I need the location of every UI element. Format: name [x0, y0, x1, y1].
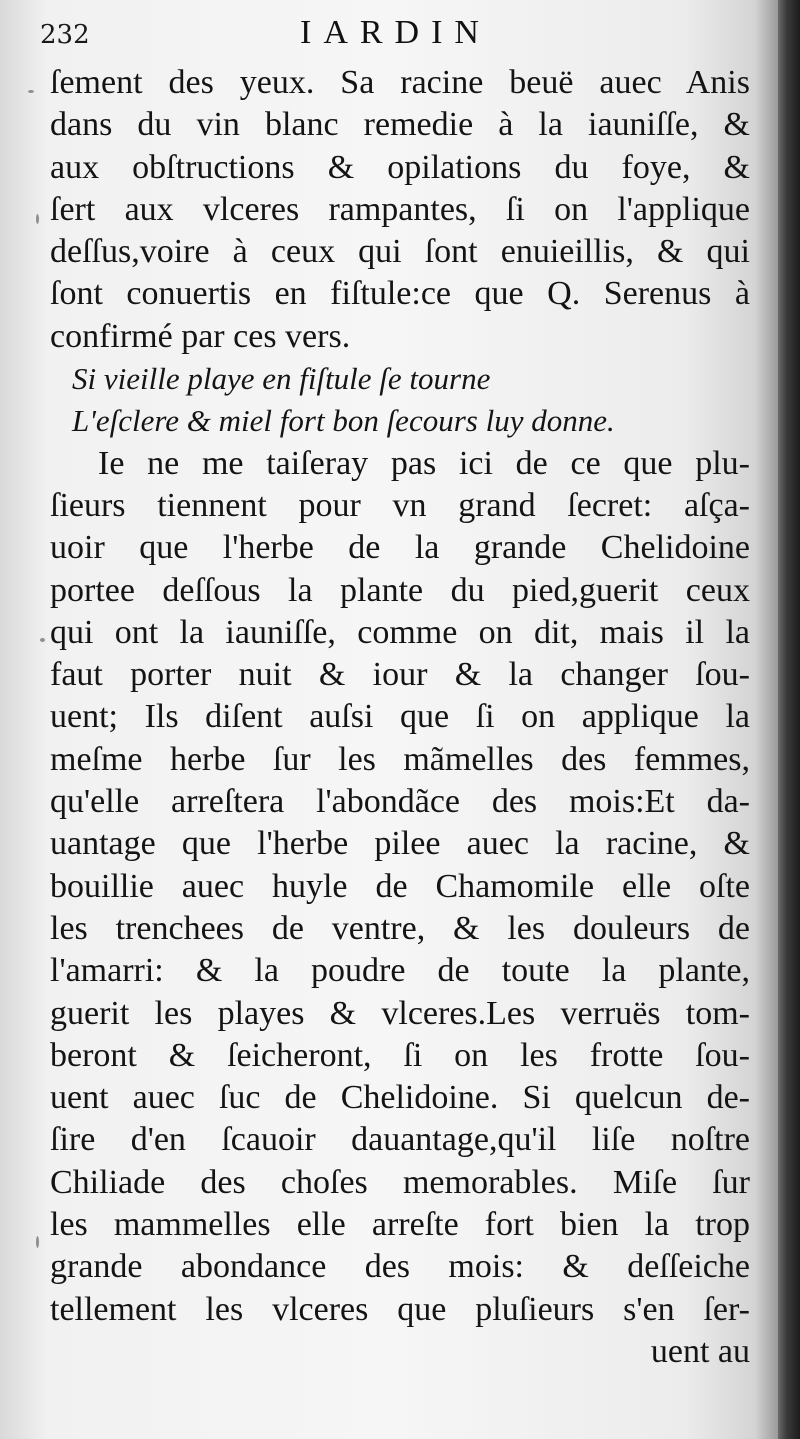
text-line: qui ont la iauniſſe, comme on dit, mais il la	[50, 613, 750, 651]
text-line: confirmé par ces vers.	[50, 317, 351, 355]
text-line: tellement les vlceres que pluſieurs s'en ſer-	[50, 1290, 750, 1328]
text-line: deſſus,voire à ceux qui ſont enuieillis, & qui	[50, 233, 750, 271]
text-line: faut porter nuit & iour & la changer ſou-	[50, 656, 750, 694]
ink-speck	[36, 214, 39, 224]
text-line: uent auec ſuc de Chelidoine. Si quelcun de-	[50, 1079, 750, 1117]
text-line: aux obſtructions & opilations du foye, &	[50, 148, 750, 186]
ink-speck	[40, 638, 45, 642]
text-line: beront & ſeicheront, ſi on les frotte ſou-	[50, 1036, 750, 1074]
text-line: ſire d'en ſcauoir dauantage,qu'il liſe noſtre	[50, 1121, 750, 1159]
text-line: ſieurs tiennent pour vn grand ſecret: aſça-	[50, 486, 750, 524]
text-line: les trenchees de ventre, & les douleurs de	[50, 909, 750, 947]
ink-speck	[36, 1236, 39, 1248]
text-line: dans du vin blanc remedie à la iauniſſe, &	[50, 106, 750, 144]
paragraph-first-line: Ie ne me taiſeray pas ici de ce que plu-	[98, 444, 750, 482]
text-line: uoir que l'herbe de la grande Chelidoine	[50, 529, 750, 567]
book-spine-shadow	[778, 0, 800, 1439]
text-line: uantage que l'herbe pilee auec la racine, &	[50, 825, 750, 863]
catchword-line: uent au	[650, 1332, 750, 1370]
text-line: qu'elle arreſtera l'abondãce des mois:Et da-	[50, 783, 750, 821]
text-line: meſme herbe ſur les mãmelles des femmes,	[50, 740, 750, 778]
text-line: les mammelles elle arreſte fort bien la trop	[50, 1206, 750, 1244]
text-line: grande abondance des mois: & deſſeiche	[50, 1248, 750, 1286]
text-line: portee deſſous la plante du pied,guerit ceux	[50, 571, 750, 609]
text-line: ſert aux vlceres rampantes, ſi on l'applique	[50, 190, 750, 228]
page-number: 232	[40, 20, 90, 50]
running-head	[40, 12, 740, 56]
text-line: ſont conuertis en fiſtule:ce que Q. Serenus à	[50, 275, 750, 313]
body-text	[50, 62, 750, 1373]
text-line: guerit les playes & vlceres.Les verruës tom-	[50, 994, 750, 1032]
running-head-title: IARDIN	[300, 14, 491, 51]
ink-speck	[28, 90, 34, 93]
verse-line: L'eſclere & miel fort bon ſecours luy donne.	[72, 403, 615, 439]
text-line: Chiliade des choſes memorables. Miſe ſur	[50, 1163, 750, 1201]
verse-line: Si vieille playe en fiſtule ſe tourne	[72, 361, 491, 397]
text-line: ſement des yeux. Sa racine beuë auec Anis	[50, 64, 750, 101]
text-line: uent; Ils diſent auſsi que ſi on applique la	[50, 698, 750, 736]
text-line: l'amarri: & la poudre de toute la plante,	[50, 952, 750, 990]
text-line: bouillie auec huyle de Chamomile elle oſte	[50, 867, 750, 905]
